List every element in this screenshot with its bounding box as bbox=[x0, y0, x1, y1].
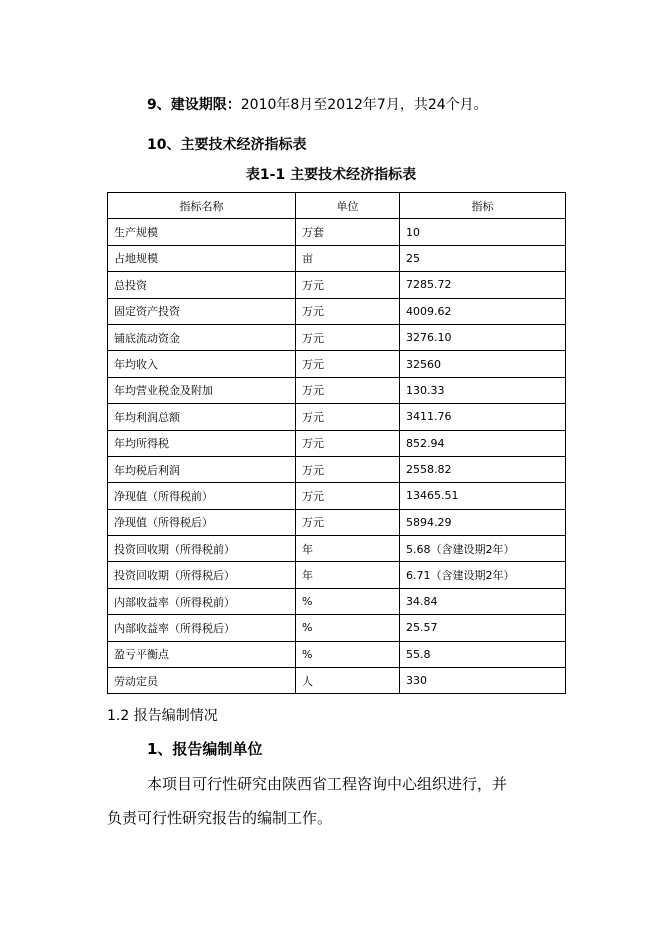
table-row bbox=[108, 351, 566, 377]
table-row bbox=[108, 641, 566, 667]
cell-unit: 万元 bbox=[296, 324, 400, 350]
table-row bbox=[108, 509, 566, 535]
cell-unit: 万元 bbox=[296, 351, 400, 377]
header-unit: 单位 bbox=[296, 193, 400, 219]
table-row bbox=[108, 562, 566, 588]
cell-indicator-value: 5894.29 bbox=[400, 509, 566, 535]
cell-indicator-value: 4009.62 bbox=[400, 298, 566, 324]
sub-1-heading: 1、报告编制单位 bbox=[147, 740, 263, 758]
table-row bbox=[108, 456, 566, 482]
cell-indicator-value: 25.57 bbox=[400, 615, 566, 641]
table-row bbox=[108, 298, 566, 324]
cell-indicator-value: 852.94 bbox=[400, 430, 566, 456]
cell-unit: 万元 bbox=[296, 509, 400, 535]
cell-indicator-name: 铺底流动资金 bbox=[108, 324, 296, 350]
cell-unit: 万元 bbox=[296, 483, 400, 509]
cell-indicator-name: 年均营业税金及附加 bbox=[108, 377, 296, 403]
cell-unit: % bbox=[296, 641, 400, 667]
cell-unit: 年 bbox=[296, 536, 400, 562]
cell-indicator-name: 生产规模 bbox=[108, 219, 296, 245]
cell-unit: 亩 bbox=[296, 245, 400, 271]
cell-indicator-name: 劳动定员 bbox=[108, 668, 296, 694]
cell-unit: 万元 bbox=[296, 272, 400, 298]
header-indicator-value: 指标 bbox=[400, 193, 566, 219]
table-row bbox=[108, 324, 566, 350]
item-9-construction-period bbox=[147, 94, 488, 114]
cell-indicator-name: 净现值（所得税前） bbox=[108, 483, 296, 509]
table-row bbox=[108, 404, 566, 430]
cell-unit: 万元 bbox=[296, 456, 400, 482]
table-row bbox=[108, 430, 566, 456]
table-row bbox=[108, 272, 566, 298]
cell-indicator-name: 净现值（所得税后） bbox=[108, 509, 296, 535]
table-row bbox=[108, 615, 566, 641]
cell-indicator-value: 7285.72 bbox=[400, 272, 566, 298]
cell-unit: % bbox=[296, 588, 400, 614]
cell-indicator-value: 10 bbox=[400, 219, 566, 245]
cell-indicator-name: 年均税后利润 bbox=[108, 456, 296, 482]
cell-indicator-name: 总投资 bbox=[108, 272, 296, 298]
cell-indicator-value: 32560 bbox=[400, 351, 566, 377]
paragraph-line-1: 本项目可行性研究由陕西省工程咨询中心组织进行，并 bbox=[147, 775, 508, 793]
cell-indicator-value: 25 bbox=[400, 245, 566, 271]
cell-unit: 万元 bbox=[296, 298, 400, 324]
table-row bbox=[108, 483, 566, 509]
cell-unit: % bbox=[296, 615, 400, 641]
cell-unit: 年 bbox=[296, 562, 400, 588]
table-row bbox=[108, 536, 566, 562]
item-9-label: 9、建设期限： bbox=[147, 97, 241, 113]
cell-indicator-name: 投资回收期（所得税后） bbox=[108, 562, 296, 588]
item-10-heading: 10、主要技术经济指标表 bbox=[147, 137, 307, 153]
header-indicator-name: 指标名称 bbox=[108, 193, 296, 219]
cell-indicator-name: 内部收益率（所得税前） bbox=[108, 588, 296, 614]
cell-indicator-value: 5.68（含建设期2年） bbox=[400, 536, 566, 562]
cell-unit: 万元 bbox=[296, 430, 400, 456]
cell-indicator-name: 占地规模 bbox=[108, 245, 296, 271]
table-row bbox=[108, 668, 566, 694]
cell-indicator-name: 内部收益率（所得税后） bbox=[108, 615, 296, 641]
table-header-row bbox=[108, 193, 566, 219]
cell-unit: 万套 bbox=[296, 219, 400, 245]
indicators-table bbox=[107, 192, 566, 694]
cell-indicator-value: 3276.10 bbox=[400, 324, 566, 350]
cell-unit: 人 bbox=[296, 668, 400, 694]
cell-indicator-value: 330 bbox=[400, 668, 566, 694]
section-1-2-heading: 1.2 报告编制情况 bbox=[107, 708, 218, 724]
cell-indicator-value: 34.84 bbox=[400, 588, 566, 614]
cell-indicator-value: 3411.76 bbox=[400, 404, 566, 430]
cell-indicator-value: 130.33 bbox=[400, 377, 566, 403]
cell-unit: 万元 bbox=[296, 404, 400, 430]
cell-indicator-value: 13465.51 bbox=[400, 483, 566, 509]
table-row bbox=[108, 588, 566, 614]
table-row bbox=[108, 219, 566, 245]
cell-indicator-value: 2558.82 bbox=[400, 456, 566, 482]
paragraph-line-2: 负责可行性研究报告的编制工作。 bbox=[107, 809, 333, 827]
cell-indicator-value: 55.8 bbox=[400, 641, 566, 667]
table-row bbox=[108, 245, 566, 271]
cell-indicator-name: 年均收入 bbox=[108, 351, 296, 377]
cell-indicator-name: 年均所得税 bbox=[108, 430, 296, 456]
cell-indicator-name: 投资回收期（所得税前） bbox=[108, 536, 296, 562]
cell-indicator-value: 6.71（含建设期2年） bbox=[400, 562, 566, 588]
cell-indicator-name: 固定资产投资 bbox=[108, 298, 296, 324]
cell-indicator-name: 盈亏平衡点 bbox=[108, 641, 296, 667]
table-row bbox=[108, 377, 566, 403]
cell-indicator-name: 年均利润总额 bbox=[108, 404, 296, 430]
table-caption: 表1-1 主要技术经济指标表 bbox=[245, 167, 417, 183]
item-9-text: 2010年8月至2012年7月，共24个月。 bbox=[240, 97, 488, 113]
cell-unit: 万元 bbox=[296, 377, 400, 403]
